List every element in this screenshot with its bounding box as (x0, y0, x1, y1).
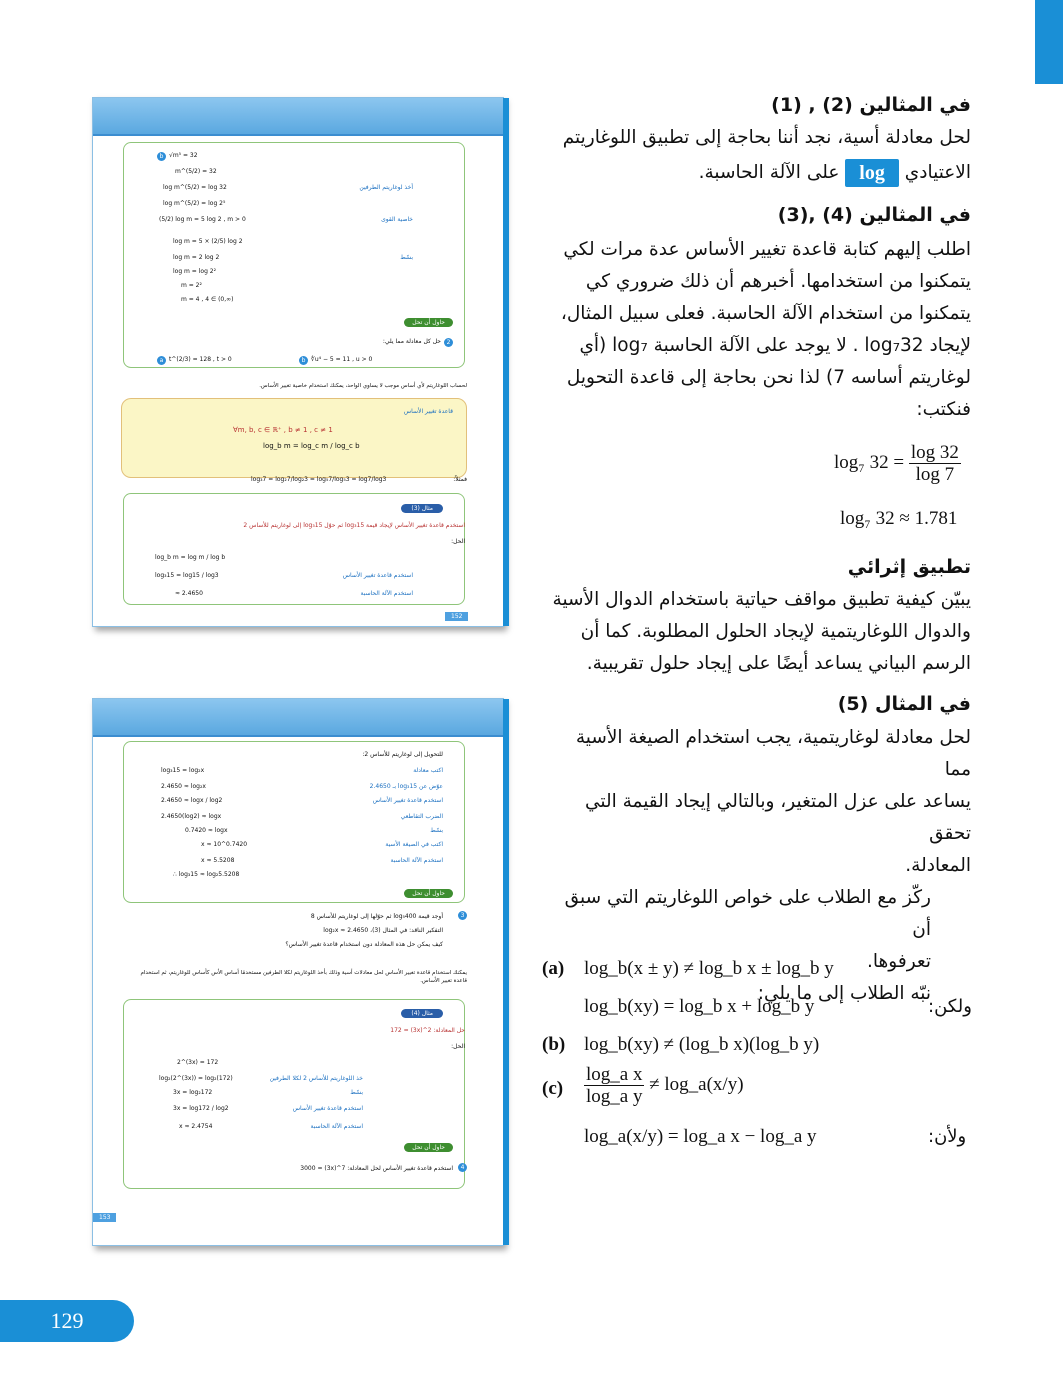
thumbnail-page-number: 152 (445, 612, 468, 621)
chapter-edge-tab (1035, 0, 1063, 84)
page-number: 129 (0, 1300, 134, 1342)
heading-examples-1-2: في المثالين (2) , (1) (771, 94, 971, 116)
thumbnail-header (93, 98, 503, 136)
thumbnail-page-number: 153 (93, 1213, 116, 1222)
try-to-solve-pill: حاول أن تحل (404, 318, 453, 327)
equation-log7-32: log₇ 32 = $\frac{\log 32}{\log 7}$ (834, 442, 959, 485)
thumbnail-header (93, 699, 503, 737)
property-product: log_b(xy) = log_b x + log_b y (584, 996, 815, 1017)
thumbnail-page-152: b √m⁵ = 32 m^(5/2) = 32 log m^(5/2) = log 32 log m^(5/2) = log 2⁵ (5/2) log m = 5 log 2 , m > 0 log m = 5 × (2/5) log 2 log m = 2 log 2 log m = log 2² m = 2² m = 4 , 4 ∈ (0,∞) أخذ لوغاريتم الطرفين خاصية القوى بسّط حاول أن تحل 2 حل كل معادلة مما يلي: a t^(2/3) = 128 , t > 0 b ∜u⁴ − 5 = 11 , u > 0 لحساب اللوغاريتم لأي أساس موجب لا يساوي الواحد، يمكنك استخدام خاصية تغيير الأساس. قاعدة تغيير الأساس ∀m, b, c ∈ ℝ⁺ , b ≠ 1 , c ≠ 1 log_b m = log_c m / log_c b فمثلاً: log₃7 = log₂7/log₂3 = log₅7/log₅3 = log7/log3 مثال (3) استخدم قاعدة تغيير الأساس لإيجاد قيمة log₃15 ثم حوّل log₃15 إلى لوغاريتم للأساس 2 الحل: log_b m = log m / log b log₃15 = log15 / log3 ≈ 2.4650 استخدم قاعدة تغيير الأساس استخدم الآلة الحاسبة 152 (92, 97, 504, 627)
property-c: $\frac{\text{log\_a x}}{\text{log\_a y}}$ ≠ log_a(x/y) (586, 1064, 744, 1107)
log-calculator-key: log (845, 159, 899, 187)
teacher-notes: في المثالين (2) , (1) لحل معادلة أسية، نجد أننا بحاجة إلى تطبيق اللوغاريتم الاعتيادي log على الآلة الحاسبة. في المثالين (4) ,(3) اطلب إليهم كتابة قاعدة تغيير الأساس عدة مرات لكي يتمكنوا من استخدامها. أخبرهم أن ذلك ضروري كي يتمكنوا من استخدام الآلة الحاسبة. فعلى سبيل المثال، لإيجاد log₇32 . لا يوجد على الآلة الحاسبة log₇ (أي لوغاريتم أساسه 7) لذا نحن بحاجة إلى قاعدة التحويل فنكتب: (547, 88, 971, 426)
property-b: log_b(xy) ≠ (log_b x)(log_b y) (584, 1034, 820, 1055)
heading-enrichment: تطبيق إثرائي (847, 556, 971, 578)
heading-examples-3-4: في المثالين (4) ,(3) (777, 204, 971, 226)
heading-example-5: في المثال (5) (837, 693, 971, 715)
equation-log7-32-approx: log₇ 32 ≈ 1.781 (840, 508, 958, 529)
property-quotient: log_a(x/y) = log_a x − log_a y (584, 1126, 817, 1147)
property-a: log_b(x ± y) ≠ log_b x ± log_b y (584, 958, 834, 979)
part-b-badge: b (157, 152, 166, 161)
example-3-pill: مثال (3) (401, 504, 443, 513)
thumbnail-page-153: للتحويل إلى لوغاريتم للأساس 2: log₃15 = log₂x 2.4650 ≈ log₂x 2.4650 ≈ logx / log2 2.4650(log2) ≈ logx 0.7420 ≈ logx x ≈ 10^0.7420 x ≈ 5.5208 ∴ log₃15 ≈ log₂5.5208 اكتب معادلة عوّض عن log₃15 بـ 2.4650 استخدم قاعدة تغيير الأساس الضرب التقاطعي بسّط اكتب في الصيغة الأسية استخدم الآلة الحاسبة حاول أن تحل 3 أوجد قيمة log₅400 ثم حوّلها إلى لوغاريتم للأساس 8 التفكير الناقد: في المثال (3)، log₂x ≈ 2.4650 كيف يمكن حل هذه المعادلة دون استخدام قاعدة تغيير الأساس؟ يمكنك استخدام قاعدة تغيير الأساس لحل معادلات أسية وذلك بأخذ اللوغاريتم لكلا الطرفين مستخدمًا أساس الأس كأساس للوغاريتم، ثم استخدام قاعدة تغيير الأساس. مثال (4) حل المعادلة: 2^(3x) = 172 الحل: 2^(3x) = 172 log₂(2^(3x)) = log₂(172) 3x = log₂172 3x = log172 / log2 x ≈ 2.4754 خذ اللوغاريتم للأساس 2 لكلا الطرفين بسّط استخدم قاعدة تغيير الأساس استخدم الآلة الحاسبة حاول أن تحل 4 استخدم قاعدة تغيير الأساس لحل المعادلة: 7^(3x) = 3000 153 (92, 698, 504, 1246)
